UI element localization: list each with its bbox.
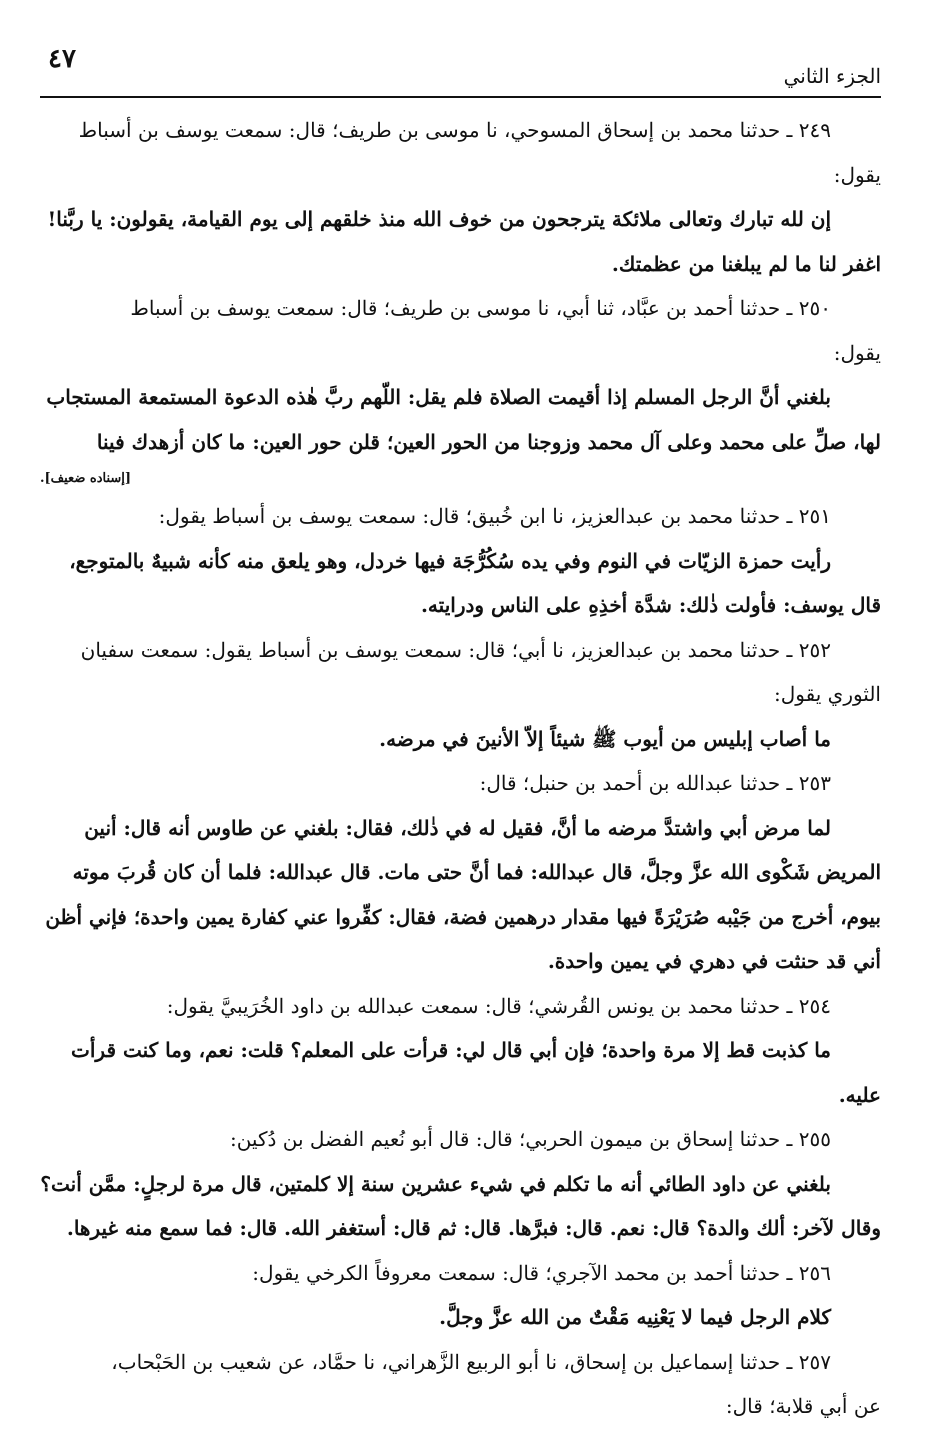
text-line: المريض شَكْوى الله عزَّ وجلَّ، قال عبدالله: فما أنَّ حتى مات. قال عبدالله: فلما أن كان قُربَ موته (72, 860, 881, 884)
page-header (40, 38, 881, 98)
text-line: ٢٤٩ ـ حدثنا محمد بن إسحاق المسوحي، نا موسى بن طريف؛ قال: سمعت يوسف بن أسباط (78, 118, 831, 142)
text-line: كلام الرجل فيما لا يَعْنِيه مَقْتٌ من الله عزَّ وجلَّ. (439, 1305, 831, 1329)
text-line: عليه. (838, 1082, 881, 1107)
page-number: ٤٧ (48, 44, 76, 74)
text-line: ٢٥٠ ـ حدثنا أحمد بن عبَّاد، ثنا أبي، نا موسى بن طريف؛ قال: سمعت يوسف بن أسباط (130, 296, 831, 320)
text-line: يقول: (833, 162, 881, 187)
text-line: بيوم، أخرج من جَيْبه صُرَيْرَةً فيها مقدار درهمين فضة، فقال: كفِّروا عني كفارة يمين واحدة؛ فإني أظن (45, 904, 881, 929)
text-line: إن لله تبارك وتعالى ملائكة يترجحون من خوف الله منذ خلقهم إلى يوم القيامة، يقولون: يا ربَّنا! (47, 207, 831, 231)
text-line: ٢٥٧ ـ حدثنا إسماعيل بن إسحاق، نا أبو الربيع الزَّهراني، نا حمَّاد، عن شعيب بن الحَبْحاب، (111, 1349, 831, 1374)
text-line: رأيت حمزة الزيّات في النوم وفي يده سُكُرُّجَة فيها خردل، وهو يلعق منه كأنه شبيهٌ بالمتوجع، (69, 548, 831, 573)
text-line: قال يوسف: فأولت ذٰلك: شدَّة أخذِهِ على الناس ودرايته. (420, 593, 881, 617)
text-line: بلغني أنَّ الرجل المسلم إذا أقيمت الصلاة فلم يقل: اللّهم ربَّ هٰذه الدعوة المستمعة المستجاب (46, 385, 831, 409)
part-title: الجزء الثاني (783, 64, 881, 88)
text-line: عن أبي قلابة؛ قال: (725, 1394, 881, 1418)
text-line: ٢٥٦ ـ حدثنا أحمد بن محمد الآجري؛ قال: سمعت معروفاً الكرخي يقول: (252, 1260, 831, 1285)
text-line: اغفر لنا ما لم يبلغنا من عظمتك. (611, 251, 881, 276)
text-line: ما كذبت قط إلا مرة واحدة؛ فإن أبي قال لي: قرأت على المعلم؟ قلت: نعم، وما كنت قرأت (71, 1038, 831, 1062)
footnote-line: [إسناده ضعيف]. (40, 471, 132, 486)
text-line: ما أصاب إبليس من أيوب ﷺ شيئاً إلاّ الأنينَ في مرضه. (379, 726, 831, 751)
text-line: ٢٥٣ ـ حدثنا عبدالله بن أحمد بن حنبل؛ قال: (479, 771, 831, 795)
text-line: ٢٥٢ ـ حدثنا محمد بن عبدالعزيز، نا أبي؛ قال: سمعت يوسف بن أسباط يقول: سمعت سفيان (80, 637, 831, 662)
text-line: أني قد حنثت في دهري في يمين واحدة. (547, 949, 881, 973)
text-line: يقول: (833, 340, 881, 365)
page-body (40, 108, 881, 1429)
text-line: لما مرض أبي واشتدَّ مرضه ما أنَّ، فقيل له في ذٰلك، فقال: بلغني عن طاوس أنه قال: أنين (84, 815, 831, 840)
text-line: لها، صلِّ على محمد وعلى آل محمد وزوجنا من الحور العين؛ قلن حور العين: ما كان أزهدك فينا (96, 429, 881, 454)
text-line: بلغني عن داود الطائي أنه ما تكلم في شيء عشرين سنة إلا كلمتين، قال مرة لرجلٍ: ممَّن أنت؟ (40, 1171, 831, 1196)
text-line: ٢٥٤ ـ حدثنا محمد بن يونس القُرشي؛ قال: سمعت عبدالله بن داود الخُرَيبيَّ يقول: (166, 993, 831, 1018)
text-line: الثوري يقول: (774, 682, 881, 706)
text-line: ٢٥٥ ـ حدثنا إسحاق بن ميمون الحربي؛ قال: قال أبو نُعيم الفضل بن دُكين: (229, 1127, 831, 1151)
text-line: وقال لآخر: ألك والدة؟ قال: نعم. قال: فبرَّها. قال: ثم قال: أستغفر الله. قال: فما سمع منه غيرها. (66, 1216, 881, 1240)
text-line: ٢٥١ ـ حدثنا محمد بن عبدالعزيز، نا ابن خُبيق؛ قال: سمعت يوسف بن أسباط يقول: (158, 504, 831, 528)
